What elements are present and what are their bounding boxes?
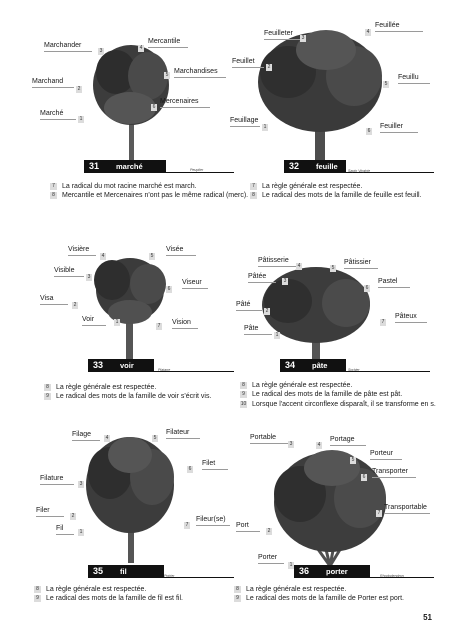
word-label: Porteur [370,450,393,457]
number-badge: 6 [362,474,366,480]
number-badge: 2 [267,64,271,70]
note-item: 7 La radical du mot racine marché est march. [50,182,250,191]
number-badge: 5 [351,457,355,463]
word-label: Pâté [236,301,251,308]
number-badge: 4 [139,45,143,51]
panel-voir [30,240,235,430]
word-label: Filature [40,475,64,482]
number-badge: 4 [366,29,370,35]
number-badge: 7 [381,319,385,325]
word-label-2: Mercantile [148,38,181,45]
word-label: Visée [166,246,184,253]
word-label: Fileur(se) [196,516,226,523]
word-label-1: Marchander [44,42,82,49]
word-label-6: Marché [40,110,64,117]
word-label: Visible [54,267,75,274]
word-label: Pâteux [395,313,417,320]
number-badge: 2 [73,302,77,308]
number-badge: 3 [79,481,83,487]
word-label: Feuilleter [264,30,293,37]
number-badge: 2 [71,513,75,519]
panel-porter [230,428,435,618]
tree-illustration-poirier [30,425,235,575]
number-badge: 5 [153,435,157,441]
entry-number: 36 [298,566,309,576]
note-item: 9 Le radical des mots de la famille de voir s'écrit vis. [44,392,244,401]
word-label: Filage [72,431,92,438]
tree-species-caption: Peuplier [190,168,204,172]
word-label: Feuillée [375,22,400,29]
entry-title-bar [284,160,346,172]
number-badge: 2 [267,528,271,534]
word-label: Feuillu [398,74,419,81]
word-label: Fil [56,525,64,532]
number-badge: 5 [384,81,388,87]
notes-list [44,383,244,402]
note-item: 9 Le radical des mots de la famille de Porter est port. [234,594,434,603]
word-label: Pâtisserie [258,257,289,264]
number-badge: 1 [115,319,119,325]
tree-illustration-peuplier [30,30,235,180]
number-badge: 3 [99,48,103,54]
number-badge: 1 [79,116,83,122]
number-badge: 3 [301,35,305,41]
entry-word: marché [116,162,143,171]
entry-title-bar [84,160,166,172]
note-item: 8 Le radical des mots de la famille de feuille est feuill. [250,191,450,200]
word-label: Filateur [166,429,190,436]
number-badge: 6 [365,285,369,291]
word-label: Portage [330,436,355,443]
notes-list [50,182,250,201]
word-label: Pâte [244,325,259,332]
entry-word: porter [326,567,348,576]
panel-fil [30,425,235,615]
entry-title-bar [294,565,370,577]
number-badge: 6 [152,104,156,110]
number-badge: 1 [289,562,293,568]
entry-title-bar [280,359,346,371]
number-badge: 4 [105,435,109,441]
note-item: 7 La règle générale est respectée. [250,182,450,191]
tree-illustration-sapin-virginie [230,10,435,180]
number-badge: 4 [101,253,105,259]
word-label: Vision [172,319,191,326]
entry-word: feuille [316,162,338,171]
word-label: Port [236,522,249,529]
notes-list [234,585,434,604]
entry-title-bar [88,359,154,371]
panel-pate [230,255,435,445]
word-label: Filer [36,507,50,514]
entry-title-bar [88,565,164,577]
tree-species-caption: Poirier [164,574,175,578]
entry-word: pâte [312,361,328,370]
entry-number: 31 [88,161,99,171]
entry-word: fil [120,567,127,576]
word-label: Viseur [182,279,202,286]
word-label: Transportable [384,504,427,511]
word-label: Pastel [378,278,398,285]
number-badge: 2 [77,86,81,92]
tree-species-caption: Sorbier [348,368,360,372]
note-item: 9 Le radical des mots de la famille de pâte est pât. [240,390,436,399]
number-badge: 3 [87,274,91,280]
panel-feuille [230,10,435,220]
number-badge: 2 [265,308,269,314]
number-badge: 6 [188,466,192,472]
word-label: Feuillet [232,58,255,65]
word-label: Porter [258,554,278,561]
number-badge: 1 [79,529,83,535]
number-badge: 3 [289,441,293,447]
word-label: Filet [202,460,216,467]
tree-species-caption: Rhododendron [380,574,404,578]
notes-list [250,182,450,201]
word-label: Voir [82,316,95,323]
word-label-5: Mercenaires [160,98,199,105]
entry-number: 33 [92,360,103,370]
number-badge: 5 [331,265,335,271]
word-label: Transporter [372,468,408,475]
note-item: 8 La règle générale est respectée. [34,585,234,594]
notes-list [34,585,234,604]
notes-list [240,381,436,409]
word-label: Visa [40,295,54,302]
number-badge: 1 [275,332,279,338]
number-badge: 1 [263,124,267,130]
entry-number: 32 [288,161,299,171]
word-label: Visière [68,246,90,253]
word-label: Portable [250,434,277,441]
number-badge: 7 [157,323,161,329]
tree-species-caption: Sapin Virginie [348,169,371,173]
entry-number: 35 [92,566,103,576]
note-item: 10 Lorsque l'accent circonflexe disparaît, il se transforme en s. [240,400,436,408]
word-label-3: Marchand [32,78,64,85]
note-item: 8 Mercantile et Mercenaires n'ont pas le même radical (merc). [50,191,250,200]
tree-species-caption: Platane [158,368,171,372]
word-label: Pâtissier [344,259,371,266]
page-number: 51 [423,613,432,622]
note-item: 9 Le radical des mots de la famille de fil est fil. [34,594,234,603]
word-label: Pâtée [248,273,267,280]
entry-number: 34 [284,360,295,370]
number-badge: 6 [367,128,371,134]
number-badge: 6 [167,286,171,292]
word-label-4: Marchandises [174,68,218,75]
word-label: Feuiller [380,123,403,130]
number-badge: 3 [283,278,287,284]
note-item: 8 La règle générale est respectée. [234,585,434,594]
number-badge: 4 [297,263,301,269]
note-item: 8 La règle générale est respectée. [240,381,436,390]
number-badge: 4 [317,442,321,448]
note-item: 8 La règle générale est respectée. [44,383,244,392]
word-label: Feuillage [230,117,259,124]
entry-word: voir [120,361,134,370]
number-badge: 7 [377,510,381,516]
number-badge: 7 [185,522,189,528]
number-badge: 5 [150,253,154,259]
number-badge: 5 [165,72,169,78]
